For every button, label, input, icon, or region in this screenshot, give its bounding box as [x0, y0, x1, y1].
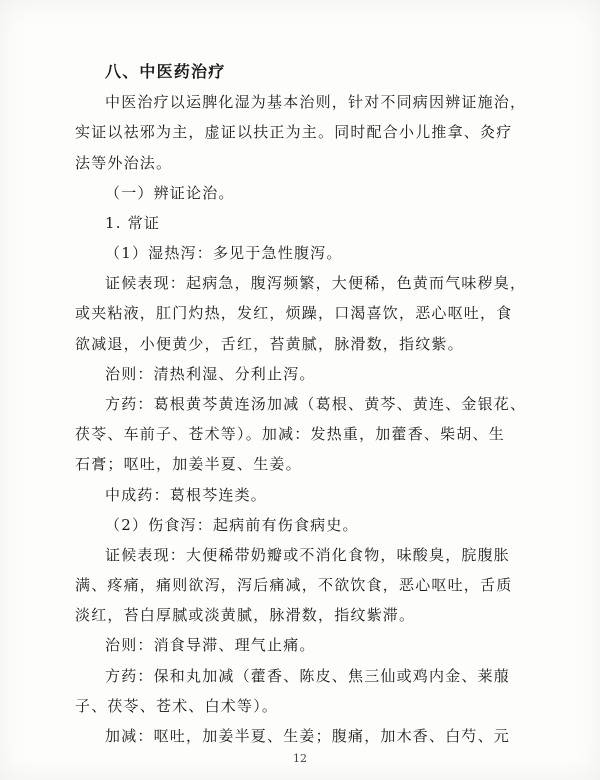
page-number: 12: [293, 752, 307, 765]
syndrome2-title: （2）伤食泻：起病前有伤食病史。: [105, 516, 359, 534]
syndrome1-prescription-1: 方药：葛根黄芩黄连汤加减（葛根、黄芩、黄连、金银花、: [105, 395, 527, 413]
type-heading: 1. 常证: [105, 214, 161, 232]
syndrome1-symptoms-1: 证候表现：起病急，腹泻频繁，大便稀，色黄而气味秽臭，: [105, 274, 527, 292]
syndrome2-symptoms-2: 满、疼痛，痛则欲泻，泻后痛减，不欲饮食，恶心呕吐，舌质: [75, 576, 513, 594]
syndrome1-patent: 中成药：葛根芩连类。: [105, 486, 268, 504]
syndrome2-principle: 治则：消食导滞、理气止痛。: [105, 636, 316, 654]
syndrome1-prescription-3: 石膏；呕吐，加姜半夏、生姜。: [75, 455, 302, 473]
syndrome1-symptoms-3: 欲减退，小便黄少，舌红，苔黄腻，脉滑数，指纹紫。: [75, 335, 464, 353]
intro-line-1: 中医治疗以运脾化湿为基本治则，针对不同病因辨证施治，: [105, 93, 527, 111]
intro-line-2: 实证以祛邪为主，虚证以扶正为主。同时配合小儿推拿、灸疗: [75, 123, 513, 141]
section-heading: 八、中医药治疗: [105, 62, 226, 81]
syndrome1-principle: 治则：清热利湿、分利止泻。: [105, 365, 316, 383]
syndrome1-prescription-2: 茯苓、车前子、苍术等）。加减：发热重，加藿香、柴胡、生: [75, 425, 505, 443]
syndrome2-prescription-2: 子、茯苓、苍术、白术等）。: [75, 697, 279, 715]
syndrome1-title: （1）湿热泻：多见于急性腹泻。: [105, 244, 343, 262]
syndrome2-prescription-1: 方药：保和丸加减（藿香、陈皮、焦三仙或鸡内金、莱菔: [105, 667, 511, 685]
syndrome2-modification: 加减：呕吐，加姜半夏、生姜；腹痛，加木香、白芍、元: [105, 727, 511, 745]
subsection-heading: （一）辨证论治。: [105, 184, 235, 202]
syndrome1-symptoms-2: 或夹粘液，肛门灼热，发红，烦躁，口渴喜饮，恶心呕吐，食: [75, 304, 513, 322]
syndrome2-symptoms-1: 证候表现：大便稀带奶瓣或不消化食物，味酸臭，脘腹胀: [105, 546, 511, 564]
intro-line-3: 法等外治法。: [75, 154, 173, 172]
syndrome2-symptoms-3: 淡红，苔白厚腻或淡黄腻，脉滑数，指纹紫滞。: [75, 606, 416, 624]
